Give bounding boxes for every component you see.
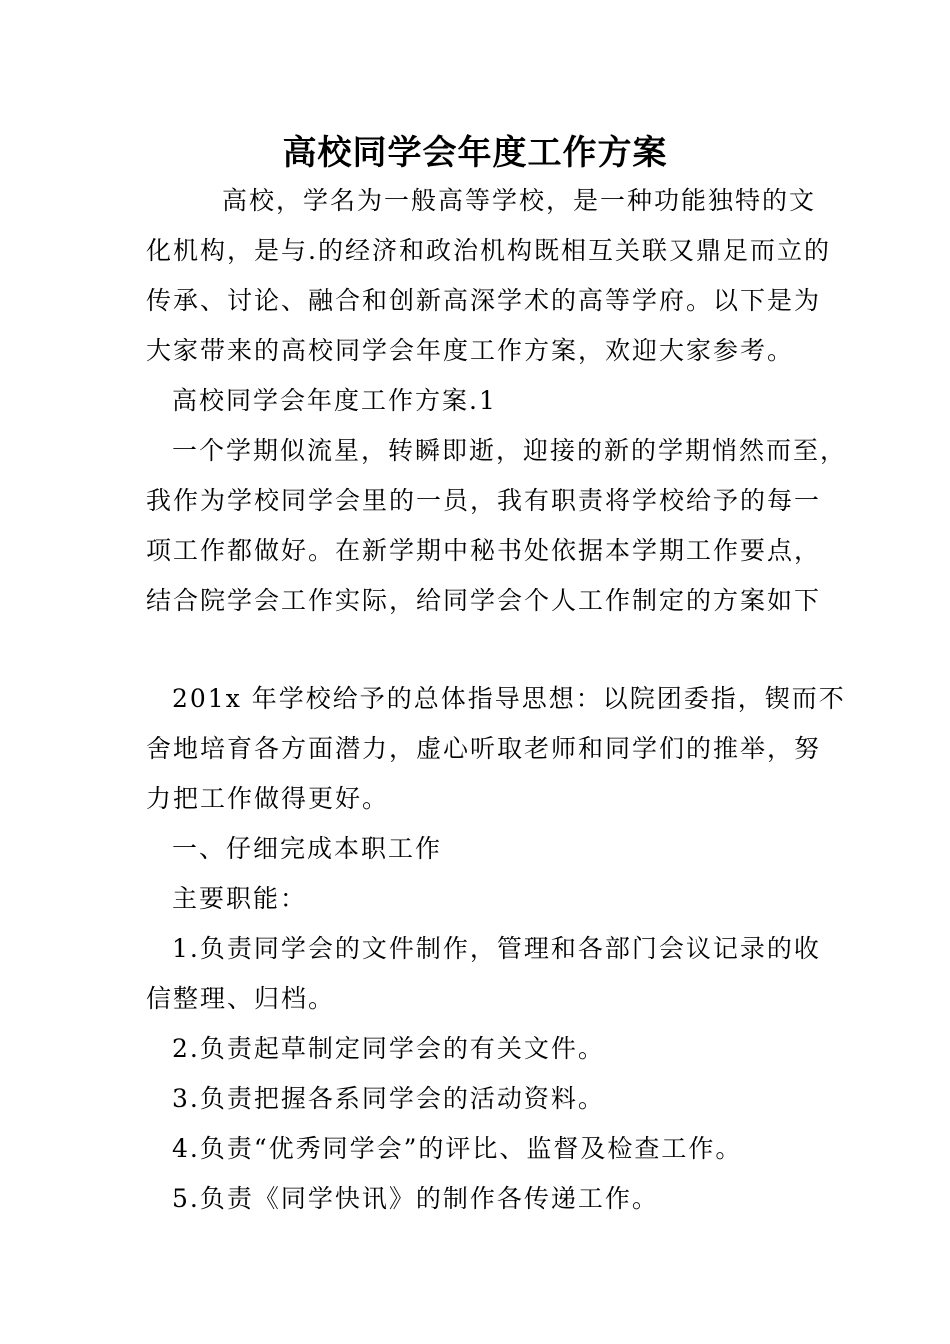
- paragraph-line: 传承、讨论、融合和创新高深学术的高等学府。以下是为: [146, 286, 822, 315]
- paragraph-line: 我作为学校同学会里的一员，我有职责将学校给予的每一: [146, 486, 822, 515]
- paragraph-line: 力把工作做得更好。: [146, 784, 390, 813]
- paragraph-line: 主要职能：: [172, 884, 308, 913]
- list-item: 5.负责《同学快讯》的制作各传递工作。: [172, 1184, 659, 1213]
- list-item: 2.负责起草制定同学会的有关文件。: [172, 1034, 605, 1063]
- paragraph-line: 高校，学名为一般高等学校，是一种功能独特的文: [222, 186, 817, 215]
- paragraph-line: 化机构，是与.的经济和政治机构既相互关联又鼎足而立的: [146, 236, 831, 265]
- section-heading: 高校同学会年度工作方案.1: [172, 386, 497, 415]
- paragraph-line: 一个学期似流星，转瞬即逝，迎接的新的学期悄然而至，: [172, 436, 848, 465]
- paragraph-line: 201x 年学校给予的总体指导思想：以院团委指，锲而不: [172, 684, 846, 713]
- section-heading: 一、仔细完成本职工作: [172, 834, 443, 863]
- list-item: 1.负责同学会的文件制作，管理和各部门会议记录的收: [172, 934, 821, 963]
- paragraph-line: 大家带来的高校同学会年度工作方案，欢迎大家参考。: [146, 336, 795, 365]
- list-item-continuation: 信整理、归档。: [146, 984, 336, 1013]
- list-item: 3.负责把握各系同学会的活动资料。: [172, 1084, 605, 1113]
- list-item: 4.负责“优秀同学会”的评比、监督及检查工作。: [172, 1134, 743, 1163]
- paragraph-line: 舍地培育各方面潜力，虚心听取老师和同学们的推举，努: [146, 734, 822, 763]
- document-title: 高校同学会年度工作方案: [282, 133, 668, 173]
- paragraph-line: 项工作都做好。在新学期中秘书处依据本学期工作要点，: [146, 536, 822, 565]
- paragraph-line: 结合院学会工作实际，给同学会个人工作制定的方案如下: [146, 586, 822, 615]
